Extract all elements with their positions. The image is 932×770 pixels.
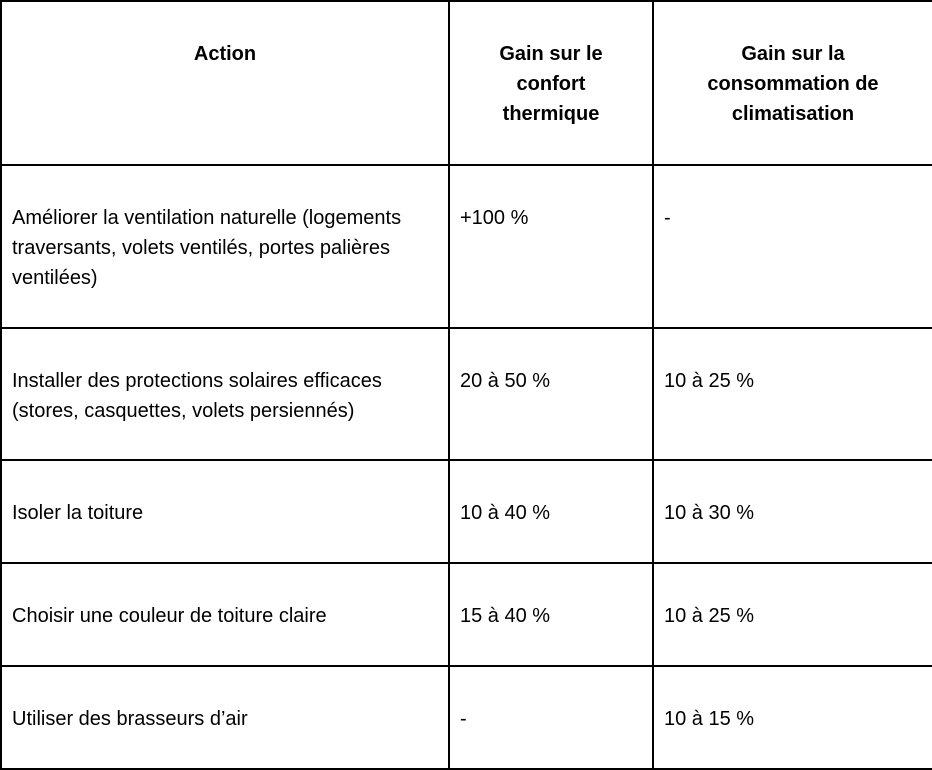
cell-action: Améliorer la ventilation naturelle (logements traversants, volets ventilés, portes palières ventilées): [1, 165, 449, 328]
cell-confort: 10 à 40 %: [449, 460, 653, 563]
table-row: [1, 460, 932, 563]
header-action-label: Action: [193, 43, 257, 65]
cell-climatisation: 10 à 25 %: [653, 563, 932, 666]
cell-confort: 20 à 50 %: [449, 328, 653, 460]
cell-action: Choisir une couleur de toiture claire: [1, 563, 449, 666]
header-row: [1, 1, 932, 165]
table-row: [1, 666, 932, 769]
header-action: [1, 1, 449, 165]
header-confort-label: Gain sur le confort thermique: [499, 43, 603, 125]
cell-confort: +100 %: [449, 165, 653, 328]
cell-confort: 15 à 40 %: [449, 563, 653, 666]
table-row: [1, 328, 932, 460]
cell-climatisation: -: [653, 165, 932, 328]
table-row: [1, 563, 932, 666]
cell-climatisation: 10 à 25 %: [653, 328, 932, 460]
header-climatisation: [653, 1, 932, 165]
cell-climatisation: 10 à 30 %: [653, 460, 932, 563]
header-climatisation-label: Gain sur la consommation de climatisation: [707, 43, 879, 125]
cell-action: Installer des protections solaires efficaces (stores, casquettes, volets persiennés): [1, 328, 449, 460]
cell-action: Isoler la toiture: [1, 460, 449, 563]
table-row: [1, 165, 932, 328]
cell-climatisation: 10 à 15 %: [653, 666, 932, 769]
header-confort: [449, 1, 653, 165]
cell-action: Utiliser des brasseurs d’air: [1, 666, 449, 769]
cell-confort: -: [449, 666, 653, 769]
